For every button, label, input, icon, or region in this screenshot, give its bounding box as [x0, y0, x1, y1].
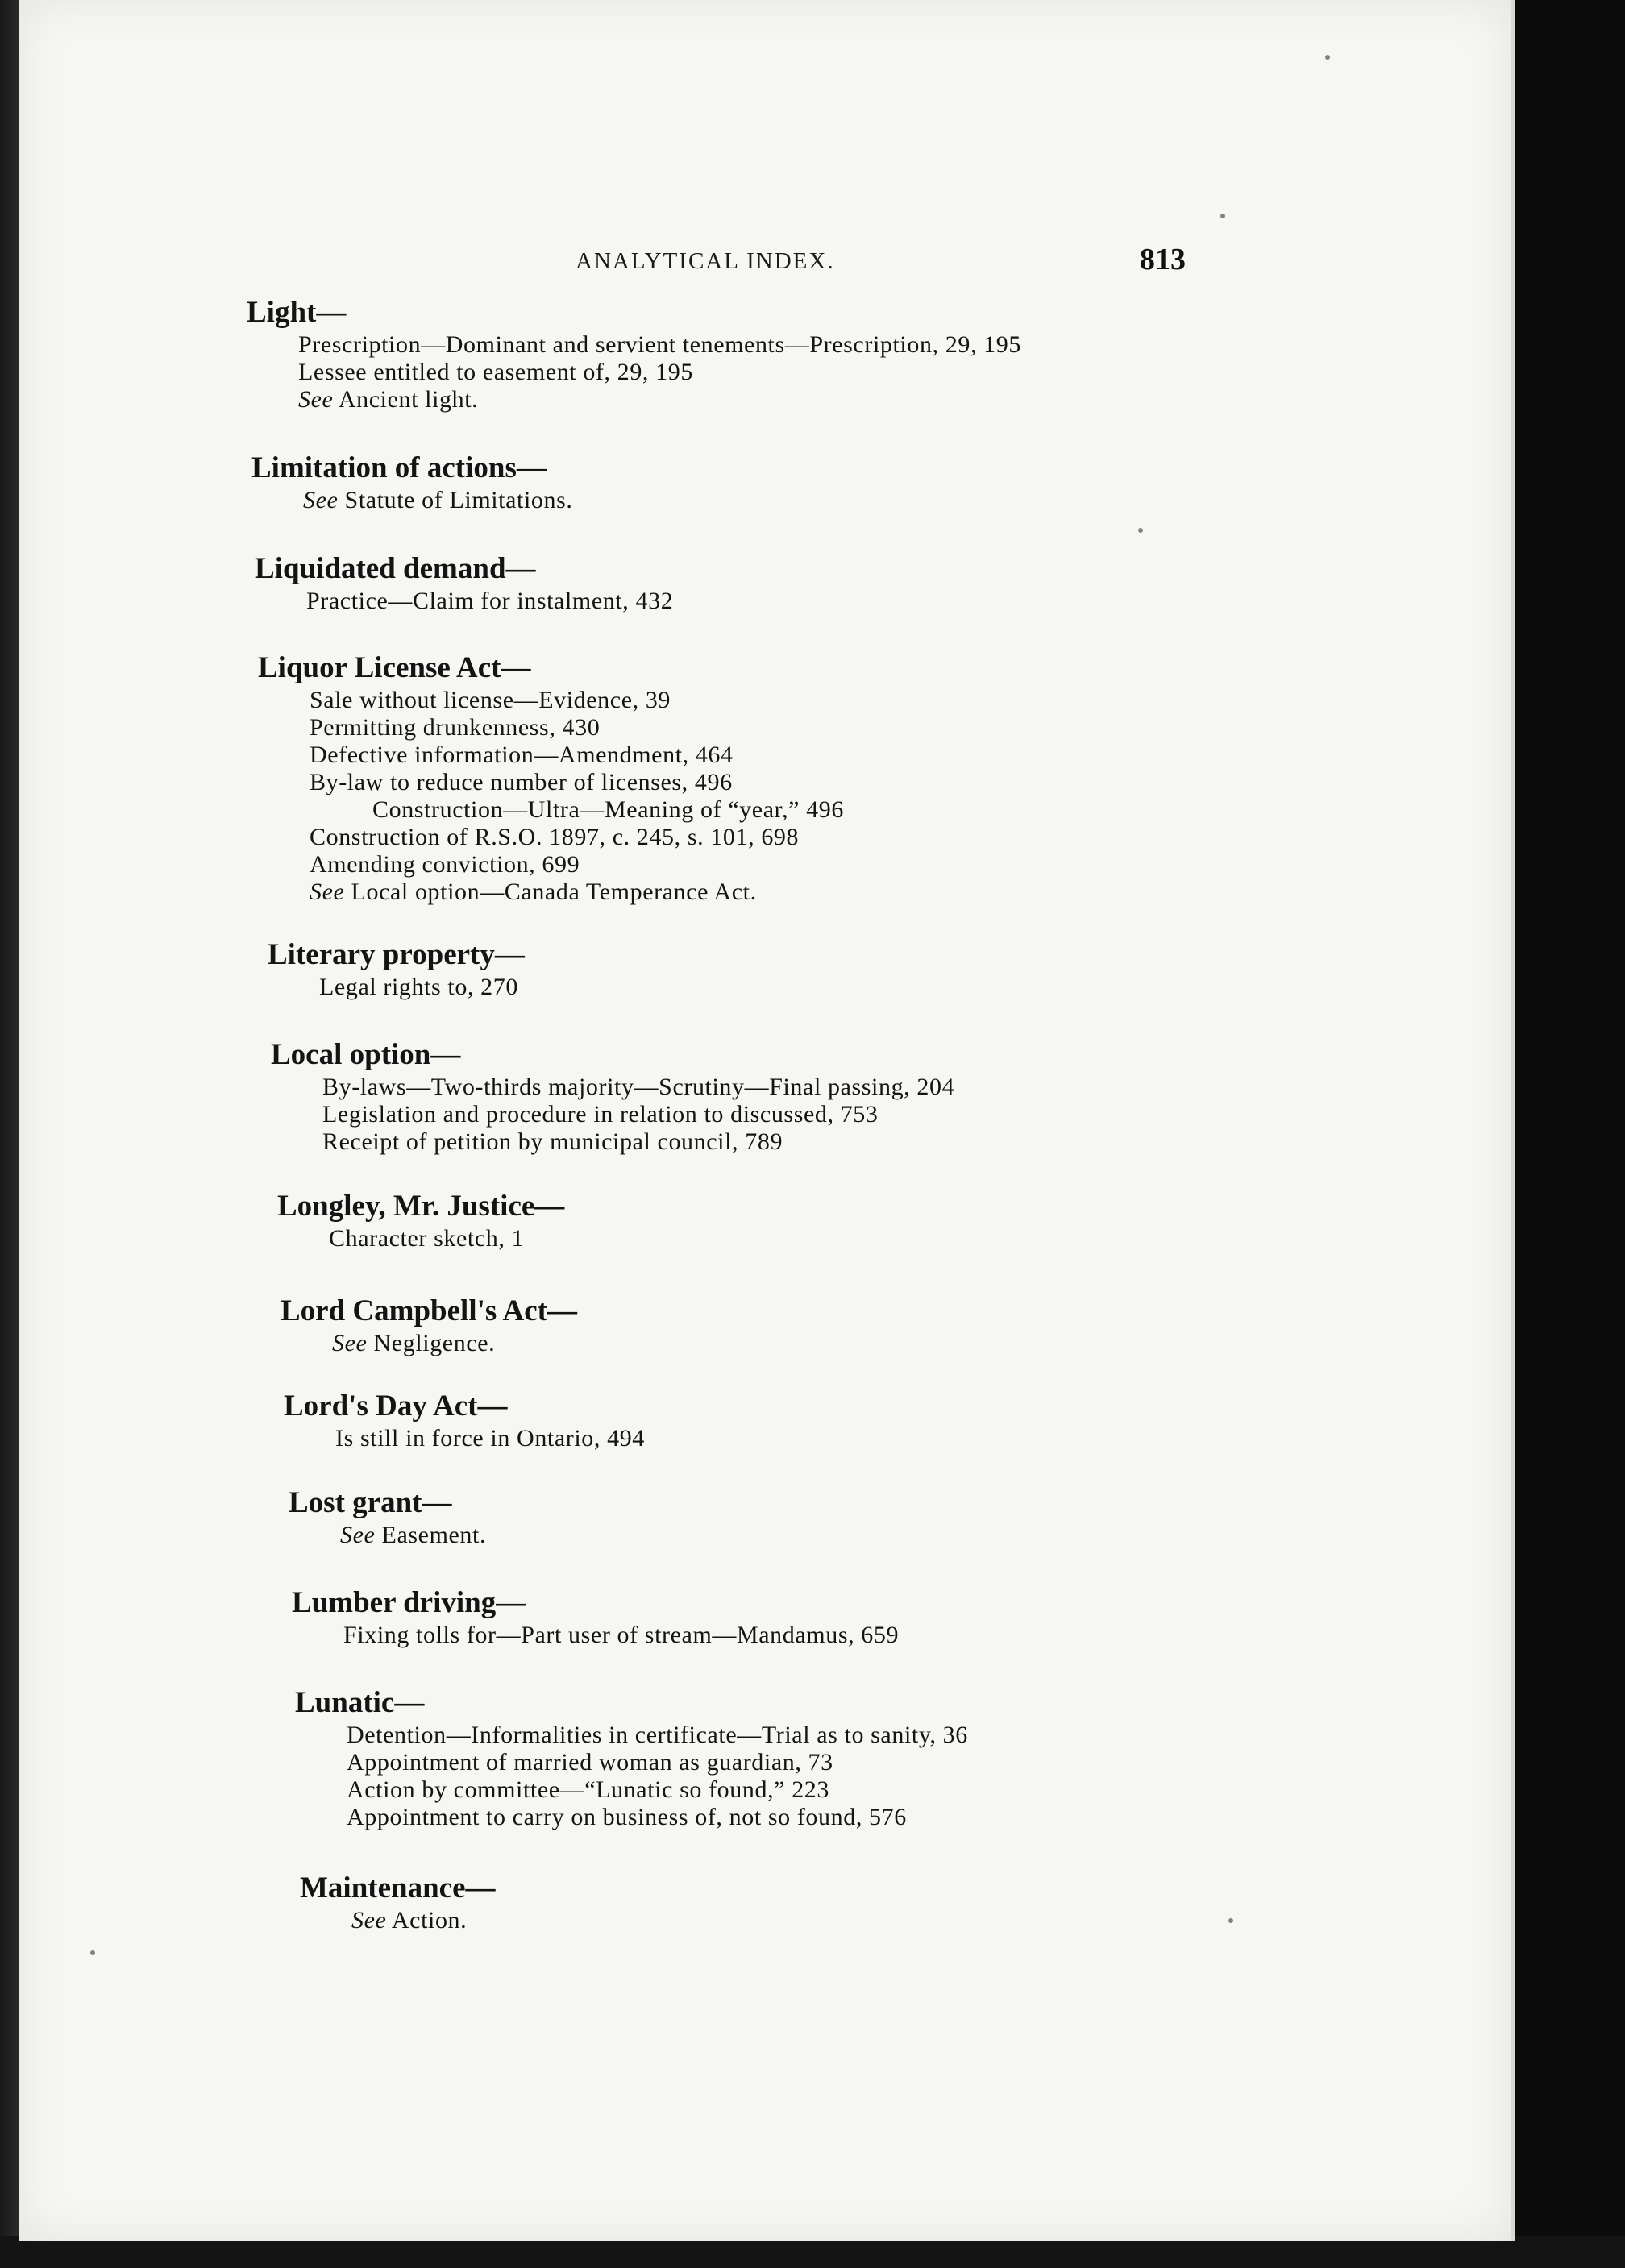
index-entry-lost-grant [289, 1485, 486, 1549]
book-page [19, 0, 1515, 2241]
see-target: Statute of Limitations. [344, 487, 573, 513]
see-target: Negligence. [373, 1330, 496, 1356]
see-reference [258, 879, 844, 906]
entry-line: Construction of R.S.O. 1897, c. 245, s. 101, 698 [310, 824, 800, 850]
page-number: 813 [1140, 243, 1186, 276]
see-label: See [310, 879, 345, 905]
entry-heading: Lumber driving— [292, 1586, 526, 1619]
entry-heading: Liquidated demand— [255, 552, 536, 585]
entry-heading: Longley, Mr. Justice— [277, 1190, 565, 1223]
entry-line: Action by committee—“Lunatic so found,” 223 [347, 1776, 829, 1803]
entry-line: Appointment to carry on business of, not so found, 576 [347, 1804, 907, 1830]
running-title: ANALYTICAL INDEX. [576, 248, 835, 274]
see-target: Local option—Canada Temperance Act. [351, 879, 757, 905]
entry-line: By-law to reduce number of licenses, 496 [310, 769, 733, 795]
entry-line: By-laws—Two-thirds majority—Scrutiny—Final passing, 204 [322, 1074, 955, 1100]
entry-line: Legislation and procedure in relation to discussed, 753 [322, 1101, 879, 1128]
entry-heading: Limitation of actions— [251, 451, 547, 484]
entry-line: Prescription—Dominant and servient tenements—Prescription, 29, 195 [298, 331, 1021, 358]
index-entry-lunatic [295, 1684, 968, 1831]
see-target: Easement. [381, 1522, 487, 1548]
index-entry-literary-property [268, 937, 525, 1001]
entry-line: Amending conviction, 699 [310, 851, 580, 878]
entry-heading: Liquor License Act— [258, 651, 531, 684]
entry-line: Defective information—Amendment, 464 [310, 741, 734, 768]
see-reference [289, 1522, 486, 1549]
entry-heading: Lunatic— [295, 1686, 425, 1719]
index-entry-liquor-license-act [258, 650, 844, 906]
entry-heading: Light— [247, 296, 347, 329]
index-entry-lord-campbells-act [281, 1293, 577, 1357]
see-reference [281, 1330, 577, 1357]
scan-edge-bottom [0, 2236, 1625, 2268]
see-reference [300, 1907, 496, 1934]
see-label: See [340, 1522, 376, 1548]
scan-speck [1220, 214, 1225, 218]
scan-speck [1325, 55, 1330, 60]
index-entry-limitation-of-actions [251, 450, 572, 514]
see-label: See [351, 1907, 387, 1934]
entry-heading: Lost grant— [289, 1486, 452, 1519]
index-entry-longley-mr-justice [277, 1188, 564, 1252]
scan-speck [1228, 1918, 1233, 1923]
see-target: Ancient light. [338, 386, 479, 413]
see-label: See [298, 386, 334, 413]
entry-line: Receipt of petition by municipal council, 789 [322, 1128, 783, 1155]
page-header [19, 242, 1511, 290]
see-target: Action. [391, 1907, 468, 1934]
entry-line: Construction—Ultra—Meaning of “year,” 496 [372, 796, 844, 823]
index-entry-lords-day-act [284, 1388, 645, 1452]
entry-line: Sale without license—Evidence, 39 [310, 687, 671, 713]
entry-heading: Literary property— [268, 938, 525, 971]
see-reference [251, 487, 572, 514]
index-entry-maintenance [300, 1870, 496, 1934]
entry-line: Detention—Informalities in certificate—Trial as to sanity, 36 [347, 1722, 968, 1748]
entry-line: Legal rights to, 270 [319, 974, 518, 1000]
index-entry-liquidated-demand [255, 550, 673, 615]
scan-speck [90, 1950, 95, 1955]
see-reference [247, 386, 1021, 413]
see-label: See [303, 487, 339, 513]
index-entry-local-option [271, 1036, 954, 1156]
entry-line: Practice—Claim for instalment, 432 [306, 588, 674, 614]
entry-heading: Local option— [271, 1038, 461, 1071]
see-label: See [332, 1330, 368, 1356]
entry-line: Is still in force in Ontario, 494 [335, 1425, 645, 1452]
scan-speck [1138, 528, 1143, 533]
entry-line: Lessee entitled to easement of, 29, 195 [298, 359, 693, 385]
entry-line: Permitting drunkenness, 430 [310, 714, 601, 741]
entry-line: Appointment of married woman as guardian, 73 [347, 1749, 833, 1776]
entry-heading: Lord Campbell's Act— [281, 1294, 577, 1327]
index-entry-light [247, 294, 1021, 413]
index-entry-lumber-driving [292, 1585, 899, 1649]
entry-line: Fixing tolls for—Part user of stream—Mandamus, 659 [343, 1622, 900, 1648]
entry-heading: Maintenance— [300, 1871, 496, 1905]
entry-line: Character sketch, 1 [329, 1225, 525, 1252]
entry-heading: Lord's Day Act— [284, 1389, 508, 1423]
